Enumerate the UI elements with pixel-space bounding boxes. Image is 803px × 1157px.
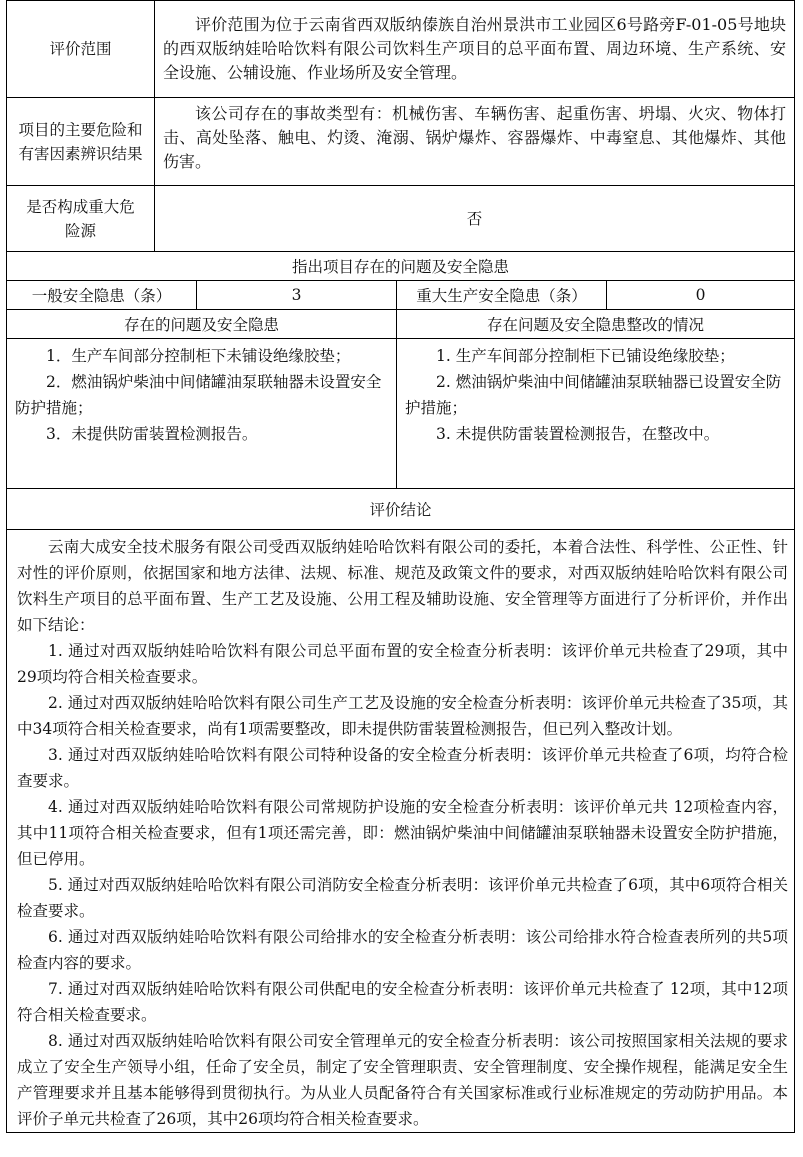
hazards-row: [7, 98, 795, 186]
major-hazard-value: 否: [155, 186, 795, 252]
conclusion-paragraph: 1. 通过对西双版纳娃哈哈饮料有限公司总平面布置的安全检查分析表明：该评价单元共检查了29项，其中29项均符合相关检查要求。: [17, 642, 789, 686]
list-item: 1．生产车间部分控制柜下未铺设绝缘胶垫；: [46, 347, 351, 365]
issues-right-header: 存在问题及安全隐患整改的情况: [397, 310, 795, 339]
major-hazard-label: 是否构成重大危险源: [7, 186, 155, 252]
scope-text: 评价范围为位于云南省西双版纳傣族自治州景洪市工业园区6号路旁F-01-05号地块的西双版纳娃哈哈饮料有限公司饮料生产项目的总平面布置、周边环境、生产系统、安全设施、公辅设施、作业场所及安全管理。: [155, 1, 795, 98]
issues-left-header: 存在的问题及安全隐患: [7, 310, 397, 339]
list-item: 2. 燃油锅炉柴油中间储罐油泵联轴器已设置安全防护措施；: [405, 373, 782, 417]
conclusion-paragraph: 8. 通过对西双版纳娃哈哈饮料有限公司安全管理单元的安全检查分析表明：该公司按照国家相关法规的要求成立了安全生产领导小组，任命了安全员，制定了安全管理职责、安全管理制度、安全操作规程，能满足安全生产管理要求并且基本能够得到贯彻执行。为从业人员配备符合有关国家标准或行业标准规定的劳动防护用品。本评价子单元共检查了26项，其中26项均符合相关检查要求。: [17, 1032, 789, 1128]
list-item: 2．燃油锅炉柴油中间储罐油泵联轴器未设置安全防护措施；: [15, 373, 382, 417]
issues-right-list: [397, 339, 795, 489]
hazards-label: 项目的主要危险和有害因素辨识结果: [7, 98, 155, 186]
conclusion-paragraph: 2. 通过对西双版纳娃哈哈饮料有限公司生产工艺及设施的安全检查分析表明：该评价单元共检查了35项，其中34项符合相关检查要求，尚有1项需要整改，即未提供防雷装置检测报告，但已列入整改计划。: [17, 694, 789, 738]
conclusion-paragraph: 5. 通过对西双版纳娃哈哈饮料有限公司消防安全检查分析表明：该评价单元共检查了6项，其中6项符合相关检查要求。: [17, 876, 789, 920]
counts-row: [7, 281, 795, 310]
general-hazard-count: 3: [197, 281, 397, 310]
list-item: 3. 未提供防雷装置检测报告，在整改中。: [436, 425, 720, 443]
conclusion-paragraph: 6. 通过对西双版纳娃哈哈饮料有限公司给排水的安全检查分析表明：该公司给排水符合检查表所列的共5项检查内容的要求。: [17, 928, 789, 972]
major-hazard-row: [7, 186, 795, 252]
conclusion-content-row: [7, 530, 795, 1133]
issues-left-list: [7, 339, 397, 489]
list-item: 3．未提供防雷装置检测报告。: [46, 425, 258, 443]
conclusion-header-row: [7, 489, 795, 530]
issues-subheader-row: [7, 310, 795, 339]
conclusion-paragraph: 7. 通过对西双版纳娃哈哈饮料有限公司供配电的安全检查分析表明：该评价单元共检查了 12项，其中12项符合相关检查要求。: [17, 980, 789, 1024]
general-hazard-label: 一般安全隐患（条）: [7, 281, 197, 310]
major-hazard-count-label: 重大生产安全隐患（条）: [397, 281, 607, 310]
issues-header: 指出项目存在的问题及安全隐患: [7, 252, 795, 281]
conclusion-body: [7, 530, 795, 1133]
list-item: 1. 生产车间部分控制柜下已铺设绝缘胶垫；: [436, 347, 735, 365]
conclusion-paragraph: 4. 通过对西双版纳娃哈哈饮料有限公司常规防护设施的安全检查分析表明：该评价单元共 12项检查内容，其中11项符合相关检查要求，但有1项还需完善，即：燃油锅炉柴油中间储罐油泵联轴器未设置安全防护措施，但已停用。: [17, 798, 789, 868]
conclusion-paragraph: 3. 通过对西双版纳娃哈哈饮料有限公司特种设备的安全检查分析表明：该评价单元共检查了6项，均符合检查要求。: [17, 746, 789, 790]
hazards-text: 该公司存在的事故类型有：机械伤害、车辆伤害、起重伤害、坍塌、火灾、物体打击、高处坠落、触电、灼烫、淹溺、锅炉爆炸、容器爆炸、中毒窒息、其他爆炸、其他伤害。: [155, 98, 795, 186]
issues-header-row: [7, 252, 795, 281]
conclusion-paragraph: 云南大成安全技术服务有限公司受西双版纳娃哈哈饮料有限公司的委托，本着合法性、科学性、公正性、针对性的评价原则，依据国家和地方法律、法规、标准、规范及政策文件的要求，对西双版纳娃哈哈饮料有限公司饮料生产项目的总平面布置、生产工艺及设施、公用工程及辅助设施、安全管理等方面进行了分析评价，并作出如下结论：: [17, 538, 789, 634]
evaluation-table: [6, 0, 795, 1133]
evaluation-report-page: [6, 0, 794, 1157]
conclusion-header: 评价结论: [7, 489, 795, 530]
major-hazard-count: 0: [607, 281, 795, 310]
issues-content-row: [7, 339, 795, 489]
scope-row: [7, 1, 795, 98]
scope-label: 评价范围: [7, 1, 155, 98]
